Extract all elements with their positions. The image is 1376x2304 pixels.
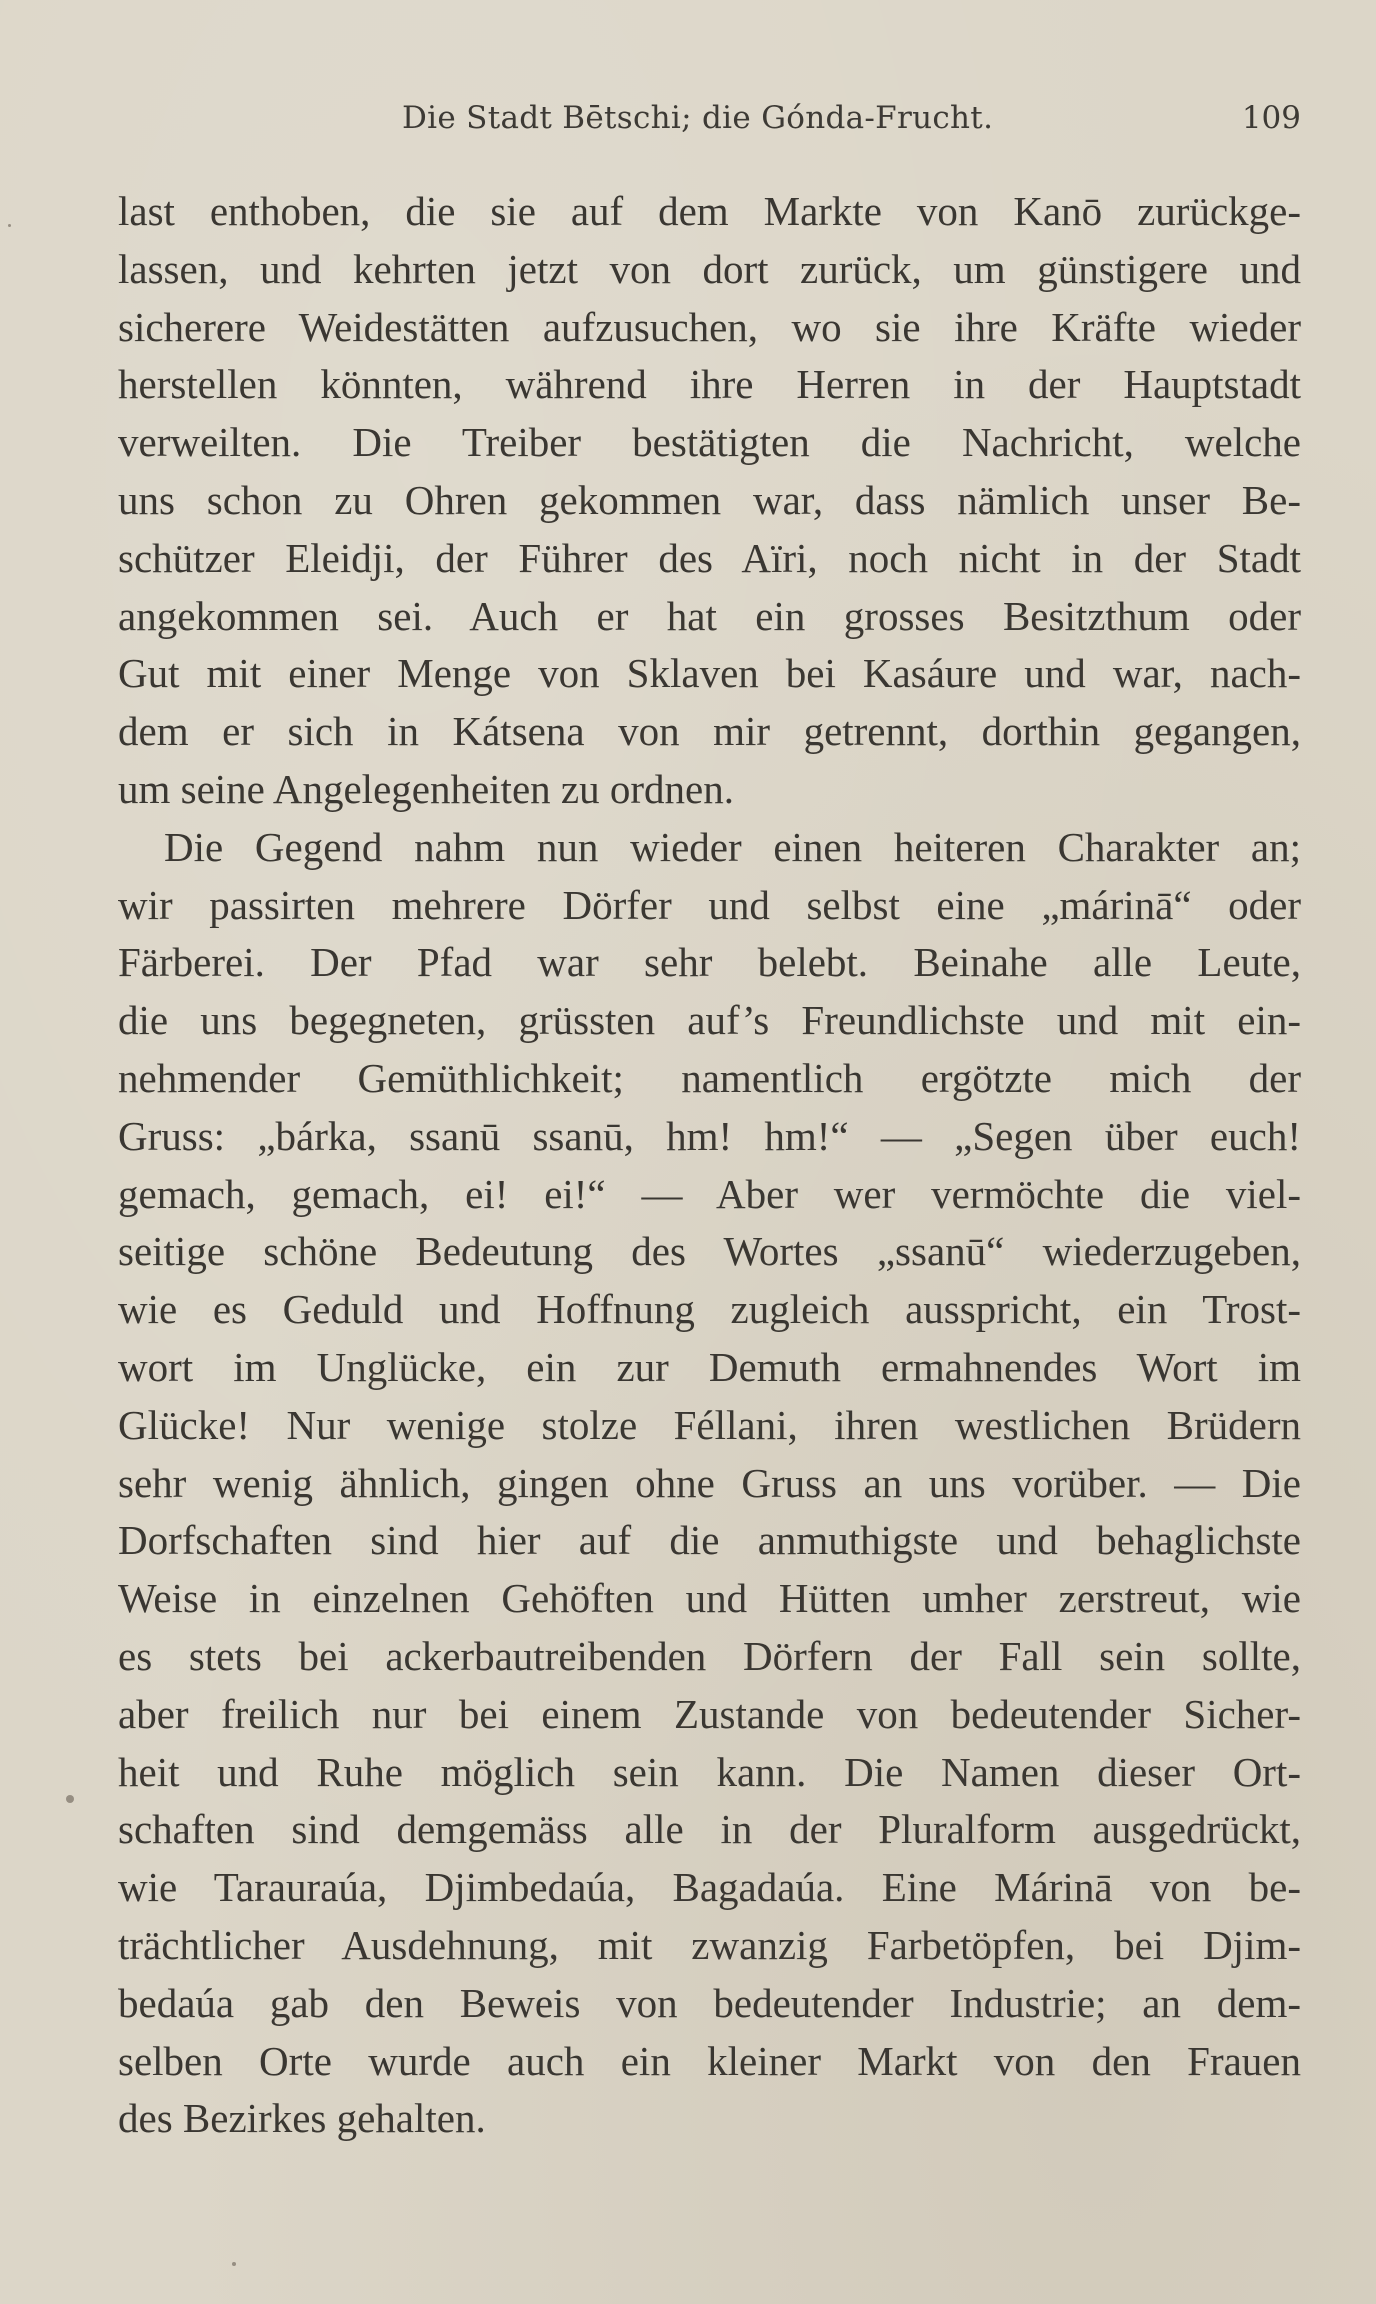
paper-speck [232, 2262, 236, 2266]
text-line: wie es Geduld und Hoffnung zugleich ausspricht, ein Trost- [118, 1286, 1301, 1333]
text-line: last enthoben, die sie auf dem Markte von Kanō zurückge- [118, 188, 1301, 234]
text-line: schaften sind demgemäss alle in der Pluralform ausgedrückt, [118, 1806, 1301, 1853]
text-line: aber freilich nur bei einem Zustande von bedeutender Sicher- [118, 1690, 1301, 1737]
text-line: wir passirten mehrere Dörfer und selbst eine „márinā“ oder [118, 881, 1301, 928]
paragraph-end-line: des Bezirkes gehalten. [118, 2095, 486, 2142]
text-line: selben Orte wurde auch ein kleiner Markt von den Frauen [118, 2037, 1301, 2084]
text-line: sicherere Weidestätten aufzusuchen, wo sie ihre Kräfte wieder [118, 303, 1301, 350]
text-line: schützer Eleidji, der Führer des Aïri, noch nicht in der Stadt [118, 534, 1301, 581]
text-line: Dorfschaften sind hier auf die anmuthigste und behaglichste [118, 1517, 1301, 1564]
text-line: herstellen könnten, während ihre Herren in der Hauptstadt [118, 361, 1301, 408]
text-line: Färberei. Der Pfad war sehr belebt. Beinahe alle Leute, [118, 939, 1301, 986]
page-number: 109 [1241, 100, 1301, 136]
text-line: gemach, gemach, ei! ei!“ — Aber wer vermöchte die viel- [118, 1170, 1301, 1217]
text-line: es stets bei ackerbautreibenden Dörfern der Fall sein sollte, [118, 1632, 1301, 1679]
text-line: verweilten. Die Treiber bestätigten die Nachricht, welche [118, 419, 1301, 466]
body-text [118, 183, 1301, 2148]
text-line: trächtlicher Ausdehnung, mit zwanzig Farbetöpfen, bei Djim- [118, 1921, 1301, 1968]
paragraph-start-line: Die Gegend nahm nun wieder einen heiteren Charakter an; [164, 823, 1301, 870]
text-line: Gruss: „bárka, ssanū ssanū, hm! hm!“ — „Segen über euch! [118, 1112, 1301, 1159]
text-line: wie Tarauraúa, Djimbedaúa, Bagadaúa. Eine Márinā von be- [118, 1864, 1301, 1911]
running-title: Die Stadt Bētschi; die Gónda-Frucht. [402, 100, 994, 136]
text-line: seitige schöne Bedeutung des Wortes „ssanū“ wiederzugeben, [118, 1228, 1301, 1275]
paragraph-end-line: um seine Angelegenheiten zu ordnen. [118, 765, 734, 812]
text-line: heit und Ruhe möglich sein kann. Die Namen dieser Ort- [118, 1748, 1301, 1795]
text-line: Glücke! Nur wenige stolze Féllani, ihren westlichen Brüdern [118, 1401, 1301, 1448]
paper-speck [8, 224, 11, 227]
paper-speck [66, 1795, 74, 1803]
page-header [118, 100, 1301, 148]
text-line: nehmender Gemüthlichkeit; namentlich ergötzte mich der [118, 1054, 1301, 1101]
text-line: die uns begegneten, grüssten auf’s Freundlichste und mit ein- [118, 997, 1301, 1044]
text-line: lassen, und kehrten jetzt von dort zurück, um günstigere und [118, 245, 1301, 292]
text-line: dem er sich in Kátsena von mir getrennt, dorthin gegangen, [118, 708, 1301, 755]
text-line: sehr wenig ähnlich, gingen ohne Gruss an uns vorüber. — Die [118, 1459, 1301, 1506]
text-line: Weise in einzelnen Gehöften und Hütten umher zerstreut, wie [118, 1575, 1301, 1622]
text-line: uns schon zu Ohren gekommen war, dass nämlich unser Be- [118, 476, 1301, 523]
text-line: bedaúa gab den Beweis von bedeutender Industrie; an dem- [118, 1979, 1301, 2026]
text-line: Gut mit einer Menge von Sklaven bei Kasáure und war, nach- [118, 650, 1301, 697]
text-line: wort im Unglücke, ein zur Demuth ermahnendes Wort im [118, 1343, 1301, 1390]
text-line: angekommen sei. Auch er hat ein grosses Besitzthum oder [118, 592, 1301, 639]
